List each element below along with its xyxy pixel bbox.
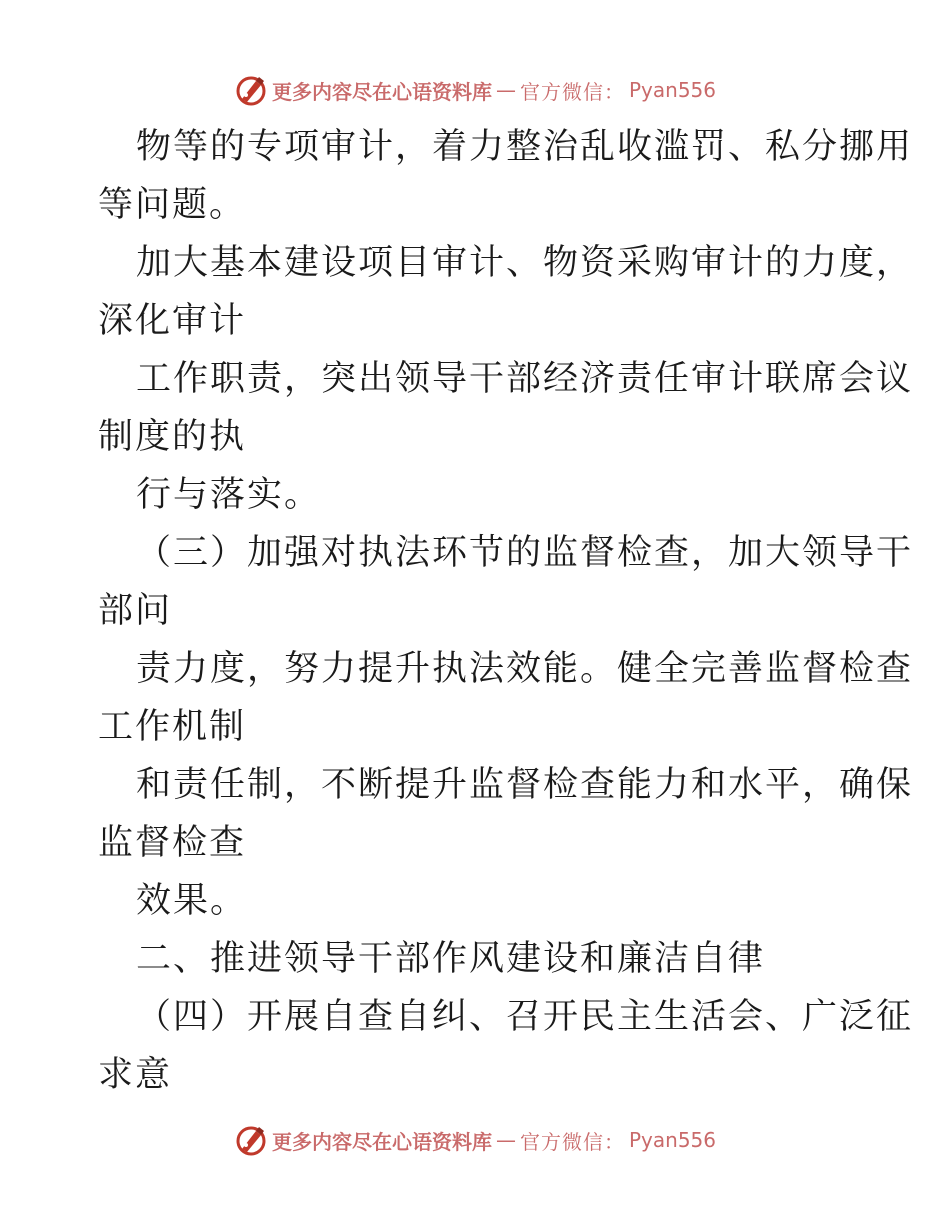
text-line: 等问题。	[98, 185, 247, 225]
text-line: 行与落实。	[136, 475, 322, 515]
text-line: 工作职责，突出领导干部经济责任审计联席会议	[136, 359, 914, 399]
watermark-brand: 更多内容尽在心语资料库	[271, 79, 492, 104]
text-line: 效果。	[136, 881, 248, 921]
document-body	[98, 118, 914, 1104]
text-line: 求意	[98, 1055, 173, 1095]
text-line: 加大基本建设项目审计、物资采购审计的力度，	[136, 243, 914, 283]
section-heading-4: （四）开展自查自纠、召开民主生活会、广泛征	[136, 997, 914, 1037]
text-line: 责力度，努力提升执法效能。健全完善监督检查	[136, 649, 914, 689]
watermark-wechat-id: Pyan556	[628, 78, 716, 102]
text-line: 制度的执	[98, 417, 247, 457]
text-line: 深化审计	[98, 301, 247, 341]
text-line: 监督检查	[98, 823, 247, 863]
watermark-wechat-label: 官方微信：	[519, 79, 625, 104]
section-heading-3: （三）加强对执法环节的监督检查，加大领导干	[136, 533, 914, 573]
footer-watermark	[0, 1120, 950, 1160]
section-heading-2: 二、推进领导干部作风建设和廉洁自律	[136, 939, 766, 979]
text-line: 物等的专项审计，着力整治乱收滥罚、私分挪用	[136, 127, 914, 167]
pen-logo-icon	[234, 73, 268, 107]
pen-logo-icon	[234, 1123, 268, 1157]
text-line: 和责任制，不断提升监督检查能力和水平，确保	[136, 765, 914, 805]
text-line: 工作机制	[98, 707, 247, 747]
watermark-dash: —	[495, 78, 516, 102]
watermark-wechat-id: Pyan556	[628, 1128, 716, 1152]
watermark-brand: 更多内容尽在心语资料库	[271, 1129, 492, 1154]
watermark-wechat-label: 官方微信：	[519, 1129, 625, 1154]
header-watermark	[0, 70, 950, 110]
text-line: 部问	[98, 591, 173, 631]
watermark-dash: —	[495, 1128, 516, 1152]
